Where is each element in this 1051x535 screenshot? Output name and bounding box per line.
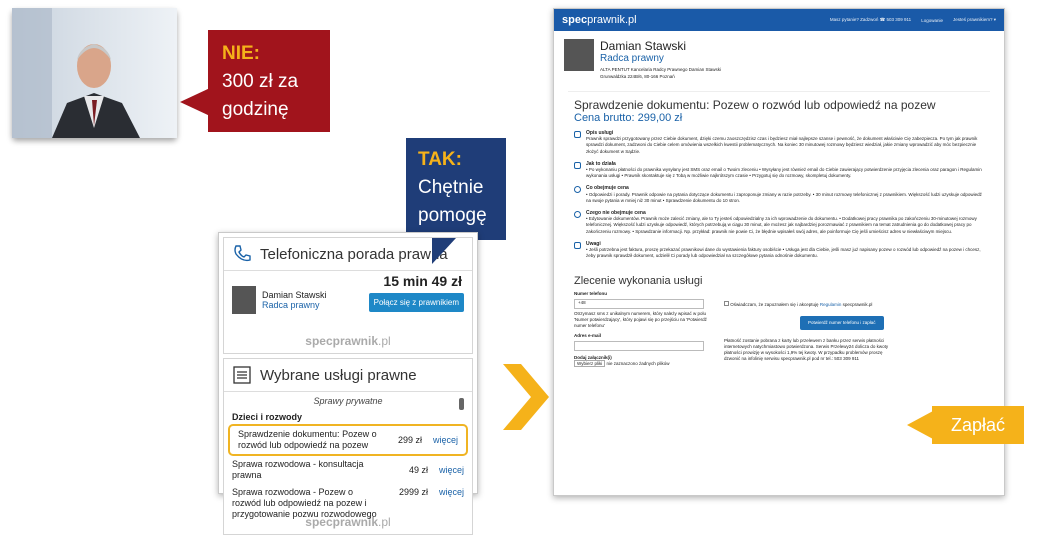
service-name: Sprawa rozwodowa - Pozew o rozwód lub odpowiedź na pozew i przygotowanie pozwu rozwodowego bbox=[232, 487, 377, 519]
check-icon bbox=[574, 186, 581, 193]
lawyer-photo bbox=[12, 8, 177, 138]
services-title: Wybrane usługi prawne bbox=[260, 366, 417, 384]
brand-name: specprawnik bbox=[305, 334, 378, 348]
service-name: Sprawdzenie dokumentu: Pozew o rozwód lub odpowiedź na pozew bbox=[238, 429, 377, 450]
nie-callout-tail bbox=[180, 88, 210, 116]
lawyer-name: Damian Stawski bbox=[262, 290, 327, 300]
agree-checkbox[interactable] bbox=[724, 301, 729, 306]
list-item[interactable] bbox=[224, 484, 472, 519]
lawyer-firm: ALTA PENTUT Kancelaria Radcy Prawnego Damian Stawski bbox=[600, 67, 722, 72]
lawyer-header bbox=[554, 31, 1004, 91]
avatar bbox=[564, 39, 594, 71]
section-text: • Odpowiedzi i porady. Prawnik odpowie na pytania dotyczące dokumentu i zaproponuje zmiany w razie potrzeby. • 30 minut rozmowy telefonicznej z prawnikiem. Większość ludzi uzyskuje odpowiedź na swoje pytania w mniej niż 30 minut • Sprawdzenie dokumentu do 10 stron. bbox=[586, 191, 982, 203]
nav-phone[interactable]: Masz pytanie? Zadzwoń ☎ 503 309 911 bbox=[829, 17, 912, 22]
file-status: nie zaznaczono żadnych plików bbox=[606, 361, 670, 367]
timer-price: 15 min 49 zł bbox=[383, 273, 462, 289]
list-icon bbox=[232, 365, 252, 385]
service-price: Cena brutto: 299,00 zł bbox=[574, 112, 683, 124]
agree-tail: specprawnik.pl bbox=[842, 302, 873, 308]
minus-icon bbox=[574, 211, 581, 218]
edit-icon bbox=[574, 131, 581, 138]
section-heading: Czego nie obejmuje cena bbox=[586, 210, 646, 217]
scrollbar[interactable] bbox=[459, 398, 464, 410]
pay-callout: Zapłać bbox=[932, 406, 1024, 444]
section-description bbox=[574, 130, 984, 155]
call-lawyer-button[interactable]: Połącz się z prawnikiem bbox=[369, 293, 464, 312]
confirm-pay-button[interactable]: Potwierdź numer telefonu i zapłać bbox=[800, 316, 884, 330]
services-box bbox=[223, 358, 473, 535]
tak-heading: TAK: bbox=[418, 149, 462, 170]
pay-callout-tail bbox=[907, 411, 933, 439]
terms-link[interactable]: Regulamin bbox=[819, 302, 842, 308]
file-button[interactable]: Wybierz pliki bbox=[574, 360, 605, 367]
phone-hint: Otrzymasz sms z unikalnym numerem, który należy wpisać w polu 'Numer potwierdzający', który pojawi się po przejściu na 'Potwierdź numer telefonu' bbox=[574, 311, 707, 329]
order-form bbox=[574, 291, 984, 367]
brand-suffix: .pl bbox=[378, 334, 391, 348]
service-details bbox=[568, 91, 990, 265]
phone-icon bbox=[232, 244, 252, 264]
service-more-link[interactable]: więcej bbox=[438, 487, 464, 497]
services-category: Dzieci i rozwody bbox=[232, 412, 303, 422]
brand-footer bbox=[224, 329, 472, 353]
service-more-link[interactable]: więcej bbox=[438, 465, 464, 475]
service-price: 299 zł bbox=[397, 435, 422, 445]
tak-line1: Chętnie bbox=[418, 177, 484, 198]
email-label: Adres e-mail bbox=[574, 333, 602, 339]
phone-advice-title: Telefoniczna porada prawna bbox=[260, 245, 448, 263]
list-item[interactable] bbox=[224, 456, 472, 484]
section-notes bbox=[574, 241, 984, 260]
widget-panel bbox=[218, 232, 478, 529]
lawyer-name: Damian Stawski bbox=[600, 39, 687, 53]
order-title: Zlecenie wykonania usługi bbox=[574, 275, 703, 288]
top-nav bbox=[554, 9, 1004, 31]
link-icon bbox=[574, 162, 581, 169]
email-field[interactable] bbox=[574, 341, 704, 351]
services-group: Sprawy prywatne bbox=[313, 396, 383, 406]
lawyer-row bbox=[224, 271, 472, 329]
nie-heading: NIE: bbox=[222, 43, 260, 64]
brand-suffix: .pl bbox=[378, 515, 391, 529]
section-heading: Jak to działa bbox=[586, 160, 616, 167]
logo-rest: prawnik.pl bbox=[587, 14, 637, 26]
avatar bbox=[232, 286, 256, 314]
brand-name: specprawnik bbox=[305, 515, 378, 529]
logo-strong: spec bbox=[562, 14, 588, 26]
section-text: Prawnik sprawdzi przygotowany przez Ciebie dokument, dzięki czemu zaoszczędzisz czas i będziesz miał najlepsze szanse i pewność, że dokument właściwie Cię zabezpiecza. Po tym jak prawnik sprawdzi dokument, zadzwoni do Ciebie celem omówienia wszelkich kwestii problematycznych. Na koniec 30 minutowej rozmowy będziesz wiedział, jakie zmiany wprowadzić aby móc bezpiecznie złożyć dokument w Sądzie. bbox=[586, 136, 978, 154]
services-list bbox=[224, 392, 472, 519]
service-more-link[interactable]: więcej bbox=[432, 435, 458, 445]
tak-callout-tail bbox=[432, 238, 456, 264]
lawyer-address: Grunwaldzka 224B/6, 80-166 Poznań bbox=[600, 74, 675, 79]
section-text: • Edytowanie dokumentów. Prawnik może zalecić zmiany, ale to Ty jesteś odpowiedzialny za ich wprowadzenie do dokumentu. • Dodatkowej pracy prawnika po zakończeniu 30-minutowej rozmowy telefonicznej. Większość ludzi uzyskuje odpowiedź, których potrzebują w ciągu 30 minut, ale możesz jak najbardziej porozmawiać z prawnikiem na temat zatrudnienia go do dodatkowej pracy po zakończeniu rozmowy. • Sprawdzanie informacji. Np. przykład: prawnik nie powie Ci, że błędnie wpisałeś swój adres, ale poinformuje Cię jeśli umieścisz adres w niewłaściwym miejscu. bbox=[586, 216, 977, 234]
tak-line2: pomogę bbox=[418, 205, 487, 226]
service-price: 49 zł bbox=[408, 465, 428, 475]
section-text: • Po wykonaniu płatności do prawnika wysyłany jest SMS oraz email o Twoim zleceniu • Wysyłany jest również email do Ciebie zawierający potwierdzenie przyjęcia zlecenia oraz paragon i Regulamin wykonania usługi • Prawnik skontaktuje się z Tobą w możliwie najkrótszym czasie • Przygotuj się do rozmowy, skompletuj dokumenty. bbox=[586, 167, 982, 179]
section-text: • Jeśli potrzebna jest faktura, proszę przekazać prawnikowi dane do wystawienia faktury osobiście • Usługa jest dla Ciebie, jeśli masz już napisany pozew o rozwód lub odpowiedź na pozew i chcesz, żeby prawnik sprawdził dokument, udzielił Ci porady lub odpowiedział na szczegółowe pytania odnośnie dokumentu. bbox=[586, 247, 981, 259]
attach-label[interactable]: Dodaj załącznik(i) bbox=[574, 355, 612, 361]
nav-lawyer-menu[interactable]: Jesteś prawnikiem? ▾ bbox=[952, 17, 996, 22]
list-item[interactable] bbox=[228, 424, 468, 456]
tak-callout bbox=[406, 138, 506, 240]
lawyer-role-link[interactable]: Radca prawny bbox=[262, 300, 320, 310]
nie-callout bbox=[208, 30, 330, 132]
site-logo[interactable] bbox=[562, 14, 820, 26]
arrow-right-icon bbox=[503, 364, 549, 430]
phone-prefix: +48 bbox=[578, 300, 586, 306]
section-excluded bbox=[574, 210, 984, 235]
section-heading: Co obejmuje cena bbox=[586, 185, 629, 192]
section-heading: Opis usługi bbox=[586, 130, 614, 136]
payment-note: Płatność zostanie pobrana z karty lub przelewem z banku przez serwis płatności internetowych natychmiastowo potwierdzona. Serwis Przelewy24 dolicza do kwoty płatności prowizję w wysokości 1,9% tej kwoty. W przypadku problemów proszę dzwonić na infolinię serwisu specprawnik.pl pod nr tel.: 503 309 911 bbox=[724, 338, 889, 362]
nie-line1: 300 zł za bbox=[222, 71, 299, 92]
service-name: Sprawa rozwodowa - konsultacja prawna bbox=[232, 459, 364, 480]
section-how bbox=[574, 161, 984, 180]
nie-line2: godzinę bbox=[222, 99, 289, 120]
section-heading: Uwagi bbox=[586, 240, 601, 247]
phone-field[interactable] bbox=[574, 299, 704, 309]
section-included bbox=[574, 185, 984, 204]
agree-text: Oświadczam, że zapoznałem się i akceptuję bbox=[730, 302, 819, 308]
warning-icon bbox=[574, 242, 581, 249]
phone-label: Numer telefonu bbox=[574, 291, 608, 297]
lawyer-role: Radca prawny bbox=[600, 53, 664, 64]
page-title: Sprawdzenie dokumentu: Pozew o rozwód lub odpowiedź na pozew bbox=[574, 98, 936, 112]
service-price: 2999 zł bbox=[398, 487, 428, 497]
nav-login[interactable]: Logowanie bbox=[921, 17, 943, 23]
services-header bbox=[224, 359, 472, 392]
